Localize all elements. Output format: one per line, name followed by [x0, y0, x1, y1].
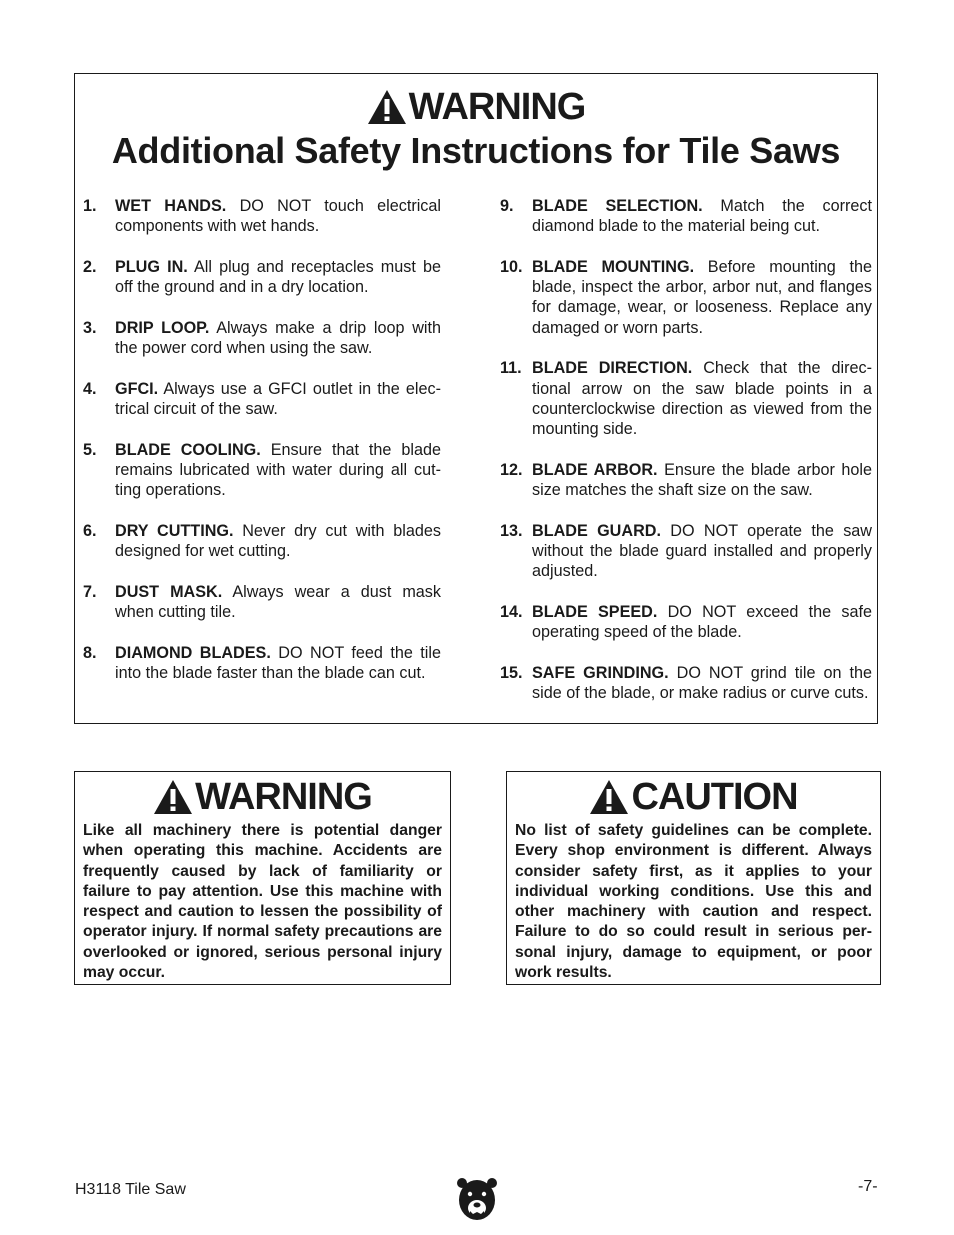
- bear-logo-icon: [456, 1176, 498, 1222]
- instruction-number: 7.: [83, 582, 97, 601]
- instruction-number: 8.: [83, 643, 97, 662]
- instruction-body: [115, 582, 441, 623]
- instruction-body: [532, 602, 872, 643]
- warning-notice-heading: [75, 778, 450, 816]
- warning-label: WARNING: [408, 86, 586, 128]
- instruction-lead: SAFE GRINDING.: [532, 663, 669, 682]
- instruction-text: DO NOT feed the tile into the blade faster than the blade can cut.: [115, 643, 441, 682]
- warning-notice-box: [74, 771, 451, 985]
- instruction-body: [532, 257, 872, 338]
- instruction-number: 5.: [83, 440, 97, 459]
- instruction-item: [500, 602, 872, 643]
- caution-notice-label: CAUTION: [631, 776, 798, 818]
- instruction-lead: DUST MASK.: [115, 582, 223, 601]
- instruction-text: DO NOT touch electrical components with wet hands.: [115, 197, 442, 236]
- instruction-lead: BLADE DIRECTION.: [532, 359, 693, 378]
- instruction-number: 1.: [83, 197, 97, 215]
- instruction-number: 14.: [500, 602, 523, 621]
- instruction-lead: BLADE SELECTION.: [532, 197, 703, 215]
- instruction-body: [115, 643, 441, 684]
- page-title: Additional Safety Instructions for Tile Saws: [111, 130, 841, 171]
- instruction-body: [532, 460, 872, 501]
- instruction-number: 4.: [83, 379, 97, 398]
- instruction-lead: BLADE GUARD.: [532, 521, 661, 540]
- instruction-body: [532, 521, 872, 582]
- warning-notice-text: Like all machinery there is potential danger when operating this machine. Accidents are frequently caused by lack of familiarity or failure to pay attention. Use this machine with respect and caution to lessen the possibility of operator injury. If normal safety precautions are overlooked or ignored, serious personal injury may occur.: [83, 822, 442, 982]
- warning-notice-label: WARNING: [195, 776, 372, 818]
- instruction-number: 13.: [500, 521, 523, 540]
- main-warning-heading: [75, 88, 877, 126]
- instruction-text: DO NOT exceed the safe operating speed of the blade.: [532, 602, 872, 642]
- instruction-number: 9.: [500, 197, 514, 215]
- instruction-number: 6.: [83, 521, 97, 540]
- instruction-item: [83, 196, 441, 237]
- instruction-lead: DRY CUTTING.: [115, 521, 234, 540]
- instruction-number: 11.: [500, 359, 522, 378]
- instruction-text: Before mounting the blade, inspect the arbor, arbor nut, and flanges for damage, wear, or looseness. Replace any damaged or worn parts.: [532, 257, 873, 337]
- instruction-text: Ensure the blade arbor hole size matches the shaft size on the saw.: [532, 460, 872, 500]
- instruction-text: Always wear a dust mask when cutting tile.: [115, 582, 441, 621]
- instruction-item: [500, 196, 872, 237]
- instruction-lead: WET HANDS.: [115, 197, 227, 215]
- caution-notice-text: No list of safety guidelines can be complete. Every shop environment is different. Always consider safety first, as it applies to your individual working conditions. Use this and other machinery with caution and respect. Failure to do so could result in serious personal injury, damage to equipment, or poor work results.: [515, 822, 872, 982]
- instructions-left-column: [83, 196, 441, 703]
- instruction-lead: BLADE SPEED.: [532, 602, 658, 621]
- footer-model: H3118 Tile Saw: [75, 1181, 186, 1198]
- instruction-lead: DIAMOND BLADES.: [115, 643, 271, 662]
- caution-notice-heading: [507, 778, 880, 816]
- instruction-number: 12.: [500, 460, 523, 479]
- instruction-text: DO NOT operate the saw without the blade guard installed and properly adjusted.: [532, 521, 872, 581]
- instruction-body: [115, 196, 441, 237]
- instruction-item: [83, 440, 441, 501]
- instruction-number: 10.: [500, 257, 523, 276]
- caution-notice-box: [506, 771, 881, 985]
- instruction-lead: DRIP LOOP.: [115, 318, 210, 337]
- warning-triangle-icon: [153, 779, 193, 815]
- instruction-item: [500, 358, 872, 439]
- instruction-text: Always use a GFCI outlet in the electrical circuit of the saw.: [115, 379, 441, 418]
- instruction-body: [115, 440, 441, 501]
- instruction-text: Match the correct diamond blade to the material being cut.: [532, 197, 872, 236]
- instruction-item: [83, 379, 441, 420]
- instruction-body: [115, 318, 441, 359]
- instruction-body: [532, 358, 872, 439]
- safety-instructions-box: [74, 73, 878, 724]
- instruction-text: DO NOT grind tile on the side of the blade, or make radius or curve cuts.: [532, 663, 873, 703]
- instruction-item: [500, 521, 872, 582]
- instruction-item: [500, 257, 872, 338]
- instruction-item: [83, 521, 441, 562]
- warning-triangle-icon: [589, 779, 629, 815]
- instruction-body: [532, 663, 872, 704]
- instruction-item: [83, 318, 441, 359]
- page-number: -7-: [858, 1178, 878, 1195]
- instruction-text: Check that the directional arrow on the saw blade points in a counterclockwise direction as viewed from the mounting side.: [532, 359, 873, 439]
- instruction-body: [115, 257, 441, 298]
- instruction-number: 2.: [83, 257, 97, 276]
- instruction-lead: BLADE MOUNTING.: [532, 257, 695, 276]
- instruction-lead: BLADE COOLING.: [115, 440, 261, 459]
- instructions-right-column: [500, 196, 872, 724]
- instruction-body: [115, 379, 441, 420]
- instruction-lead: GFCI.: [115, 379, 159, 398]
- instruction-item: [83, 643, 441, 684]
- instruction-number: 15.: [500, 663, 523, 682]
- warning-triangle-icon: [367, 89, 407, 125]
- instruction-lead: BLADE ARBOR.: [532, 460, 658, 479]
- instruction-item: [500, 460, 872, 501]
- instruction-lead: PLUG IN.: [115, 257, 188, 276]
- instruction-text: Never dry cut with blades designed for wet cutting.: [115, 521, 441, 561]
- instruction-number: 3.: [83, 318, 97, 337]
- instruction-item: [83, 257, 441, 298]
- instruction-text: Always make a drip loop with the power cord when using the saw.: [115, 318, 441, 358]
- instruction-body: [115, 521, 441, 562]
- instruction-item: [83, 582, 441, 623]
- instruction-body: [532, 196, 872, 237]
- instruction-text: All plug and receptacles must be off the ground and in a dry location.: [115, 257, 441, 297]
- instruction-text: Ensure that the blade remains lubricated with water during all cutting operations.: [115, 440, 442, 500]
- instruction-item: [500, 663, 872, 704]
